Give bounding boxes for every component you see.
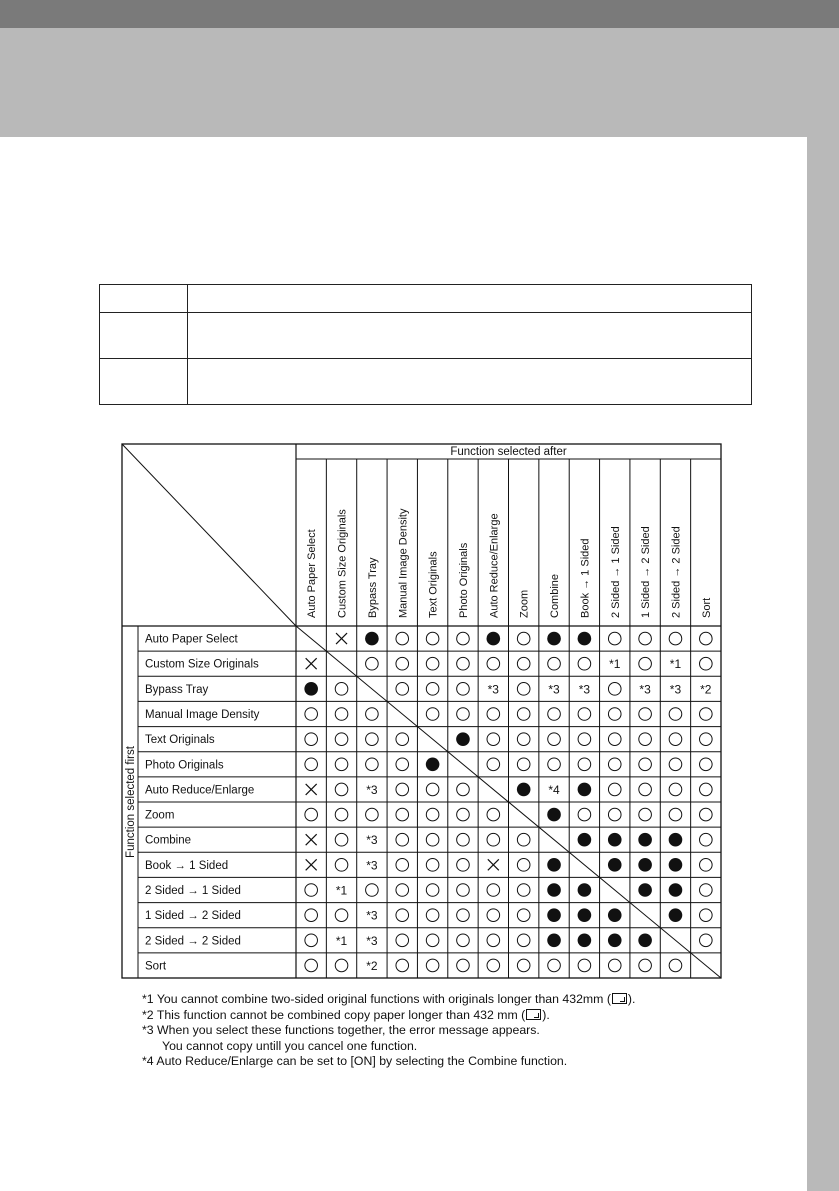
open-circle-mark xyxy=(396,884,409,897)
open-circle-mark xyxy=(457,884,470,897)
footnote-ref-mark: *3 xyxy=(639,682,651,697)
footnote-ref-mark: *3 xyxy=(366,782,378,797)
open-circle-mark xyxy=(608,683,621,696)
open-circle-mark xyxy=(700,783,713,796)
open-circle-mark xyxy=(517,859,530,872)
open-circle-mark xyxy=(366,758,379,771)
open-circle-mark xyxy=(639,783,652,796)
row-header-label: Auto Reduce/Enlarge xyxy=(145,784,255,797)
open-circle-mark xyxy=(396,959,409,972)
open-circle-mark xyxy=(396,783,409,796)
filled-circle-mark xyxy=(578,833,592,847)
open-circle-mark xyxy=(517,708,530,721)
footnote-ref-mark: *3 xyxy=(366,933,378,948)
row-header-label: Zoom xyxy=(145,809,175,822)
column-header-label: Book → 1 Sided xyxy=(579,538,592,618)
open-circle-mark xyxy=(305,808,318,821)
open-circle-mark xyxy=(396,833,409,846)
open-circle-mark xyxy=(548,959,561,972)
open-circle-mark xyxy=(487,959,500,972)
row-header-label: Book → 1 Sided xyxy=(145,859,229,872)
open-circle-mark xyxy=(700,657,713,670)
column-header-label: Sort xyxy=(700,597,713,618)
open-circle-mark xyxy=(578,657,591,670)
filled-circle-mark xyxy=(547,858,561,872)
open-circle-mark xyxy=(426,683,439,696)
filled-circle-mark xyxy=(638,933,652,947)
open-circle-mark xyxy=(305,909,318,922)
open-circle-mark xyxy=(457,657,470,670)
open-circle-mark xyxy=(335,683,348,696)
footnote-ref-mark: *2 xyxy=(700,682,712,697)
footnote-ref-mark: *3 xyxy=(548,682,560,697)
open-circle-mark xyxy=(426,783,439,796)
column-header-label: 2 Sided → 2 Sided xyxy=(670,526,683,618)
open-circle-mark xyxy=(426,959,439,972)
open-circle-mark xyxy=(335,808,348,821)
open-circle-mark xyxy=(426,808,439,821)
filled-circle-mark xyxy=(669,858,683,872)
filled-circle-mark xyxy=(578,632,592,646)
filled-circle-mark xyxy=(578,883,592,897)
row-header-label: Auto Paper Select xyxy=(145,633,238,646)
open-circle-mark xyxy=(426,833,439,846)
open-circle-mark xyxy=(608,959,621,972)
open-circle-mark xyxy=(487,708,500,721)
open-circle-mark xyxy=(426,632,439,645)
open-circle-mark xyxy=(305,733,318,746)
footnote-ref-mark: *3 xyxy=(578,682,591,697)
row-header-label: 2 Sided → 2 Sided xyxy=(145,935,241,948)
open-circle-mark xyxy=(548,657,561,670)
filled-circle-mark xyxy=(638,858,652,872)
open-circle-mark xyxy=(639,708,652,721)
open-circle-mark xyxy=(426,884,439,897)
open-circle-mark xyxy=(700,758,713,771)
open-circle-mark xyxy=(305,934,318,947)
matrix-labels xyxy=(125,446,713,972)
column-header-label: Custom Size Originals xyxy=(336,509,349,618)
filled-circle-mark xyxy=(487,632,501,646)
open-circle-mark xyxy=(305,884,318,897)
open-circle-mark xyxy=(487,884,500,897)
open-circle-mark xyxy=(700,884,713,897)
open-circle-mark xyxy=(366,708,379,721)
open-circle-mark xyxy=(487,657,500,670)
open-circle-mark xyxy=(335,708,348,721)
open-circle-mark xyxy=(457,632,470,645)
footnote-ref-mark: *3 xyxy=(669,682,682,697)
open-circle-mark xyxy=(669,632,682,645)
open-circle-mark xyxy=(669,733,682,746)
open-circle-mark xyxy=(608,632,621,645)
footnote-ref-mark: *3 xyxy=(366,833,378,848)
filled-circle-mark xyxy=(547,883,561,897)
filled-circle-mark xyxy=(304,682,318,696)
open-circle-mark xyxy=(578,708,591,721)
open-circle-mark xyxy=(517,909,530,922)
cross-mark xyxy=(306,834,317,845)
open-circle-mark xyxy=(335,959,348,972)
open-circle-mark xyxy=(396,758,409,771)
open-circle-mark xyxy=(548,733,561,746)
open-circle-mark xyxy=(366,884,379,897)
paper-orientation-icon xyxy=(526,1009,541,1020)
cross-mark xyxy=(488,859,499,870)
open-circle-mark xyxy=(487,934,500,947)
open-circle-mark xyxy=(517,884,530,897)
open-circle-mark xyxy=(426,909,439,922)
cross-mark xyxy=(306,859,317,870)
filled-circle-mark xyxy=(608,833,622,847)
open-circle-mark xyxy=(396,657,409,670)
open-circle-mark xyxy=(396,632,409,645)
footnote-ref-mark: *1 xyxy=(335,933,348,948)
column-header-label: 2 Sided → 1 Sided xyxy=(609,526,622,618)
open-circle-mark xyxy=(396,683,409,696)
open-circle-mark xyxy=(487,909,500,922)
row-header-label: Custom Size Originals xyxy=(145,658,259,671)
open-circle-mark xyxy=(366,657,379,670)
row-header-label: Combine xyxy=(145,834,192,847)
footnote-ref-mark: *1 xyxy=(669,657,682,672)
open-circle-mark xyxy=(639,758,652,771)
filled-circle-mark xyxy=(638,833,652,847)
open-circle-mark xyxy=(669,808,682,821)
column-header-label: Bypass Tray xyxy=(366,557,379,618)
column-header-label: Text Originals xyxy=(427,551,440,618)
open-circle-mark xyxy=(700,733,713,746)
open-circle-mark xyxy=(305,758,318,771)
footnote-3-continued: You cannot copy untill you cancel one function. xyxy=(162,1038,418,1053)
open-circle-mark xyxy=(608,733,621,746)
open-circle-mark xyxy=(517,733,530,746)
row-header-label: Text Originals xyxy=(145,734,215,747)
filled-circle-mark xyxy=(578,933,592,947)
column-header-label: Combine xyxy=(549,573,562,618)
column-header-label: Auto Paper Select xyxy=(306,529,319,618)
open-circle-mark xyxy=(426,708,439,721)
footnotes xyxy=(142,992,762,1070)
footnote-ref-mark: *3 xyxy=(366,908,378,923)
open-circle-mark xyxy=(335,733,348,746)
open-circle-mark xyxy=(366,733,379,746)
open-circle-mark xyxy=(639,733,652,746)
footnote-ref-mark: *1 xyxy=(335,883,348,898)
paper-orientation-icon xyxy=(612,993,627,1004)
footnote-1: *1 You cannot combine two-sided original functions with originals longer than 432mm ( ). xyxy=(142,992,636,1006)
open-circle-mark xyxy=(608,808,621,821)
open-circle-mark xyxy=(457,808,470,821)
open-circle-mark xyxy=(335,833,348,846)
open-circle-mark xyxy=(608,783,621,796)
open-circle-mark xyxy=(578,733,591,746)
open-circle-mark xyxy=(487,833,500,846)
column-header-label: 1 Sided → 2 Sided xyxy=(640,526,653,618)
cross-mark xyxy=(306,658,317,669)
side-label-function-selected-first: Function selected first xyxy=(125,746,137,858)
open-circle-mark xyxy=(457,708,470,721)
filled-circle-mark xyxy=(669,833,683,847)
column-header-label: Auto Reduce/Enlarge xyxy=(488,513,501,618)
open-circle-mark xyxy=(396,909,409,922)
footnote-ref-mark: *3 xyxy=(487,682,499,697)
filled-circle-mark xyxy=(578,908,592,922)
open-circle-mark xyxy=(396,808,409,821)
filled-circle-mark xyxy=(669,883,683,897)
open-circle-mark xyxy=(335,859,348,872)
filled-circle-mark xyxy=(456,732,470,746)
row-header-label: Manual Image Density xyxy=(145,709,260,721)
filled-circle-mark xyxy=(547,632,561,646)
open-circle-mark xyxy=(517,758,530,771)
footnote-4: *4 Auto Reduce/Enlarge can be set to [ON] by selecting the Combine function. xyxy=(142,1054,568,1068)
open-circle-mark xyxy=(608,758,621,771)
filled-circle-mark xyxy=(547,933,561,947)
open-circle-mark xyxy=(639,632,652,645)
open-circle-mark xyxy=(335,758,348,771)
column-header-label: Photo Originals xyxy=(457,542,470,618)
open-circle-mark xyxy=(700,909,713,922)
open-circle-mark xyxy=(548,758,561,771)
open-circle-mark xyxy=(639,959,652,972)
open-circle-mark xyxy=(396,733,409,746)
open-circle-mark xyxy=(578,758,591,771)
open-circle-mark xyxy=(608,708,621,721)
row-header-label: Sort xyxy=(145,960,167,973)
open-circle-mark xyxy=(517,683,530,696)
open-circle-mark xyxy=(457,959,470,972)
open-circle-mark xyxy=(305,959,318,972)
filled-circle-mark xyxy=(578,783,592,797)
header-function-selected-after: Function selected after xyxy=(450,446,567,458)
footnote-2: *2 This function cannot be combined copy paper longer than 432 mm ( ). xyxy=(142,1007,550,1022)
open-circle-mark xyxy=(700,833,713,846)
open-circle-mark xyxy=(457,859,470,872)
filled-circle-mark xyxy=(426,757,440,771)
filled-circle-mark xyxy=(547,908,561,922)
open-circle-mark xyxy=(639,657,652,670)
filled-circle-mark xyxy=(365,632,379,646)
open-circle-mark xyxy=(700,934,713,947)
open-circle-mark xyxy=(517,632,530,645)
open-circle-mark xyxy=(700,632,713,645)
open-circle-mark xyxy=(457,783,470,796)
footnote-ref-mark: *2 xyxy=(366,958,378,973)
open-circle-mark xyxy=(669,959,682,972)
open-circle-mark xyxy=(366,808,379,821)
open-circle-mark xyxy=(487,758,500,771)
open-circle-mark xyxy=(305,708,318,721)
open-circle-mark xyxy=(335,783,348,796)
open-circle-mark xyxy=(700,808,713,821)
cross-mark xyxy=(306,784,317,795)
filled-circle-mark xyxy=(608,933,622,947)
open-circle-mark xyxy=(700,859,713,872)
footnote-ref-mark: *1 xyxy=(609,657,621,672)
filled-circle-mark xyxy=(608,858,622,872)
footnote-ref-mark: *4 xyxy=(548,782,560,797)
cross-mark xyxy=(336,633,347,644)
open-circle-mark xyxy=(426,657,439,670)
open-circle-mark xyxy=(335,909,348,922)
open-circle-mark xyxy=(426,934,439,947)
open-circle-mark xyxy=(517,934,530,947)
column-header-label: Zoom xyxy=(518,589,531,618)
open-circle-mark xyxy=(487,733,500,746)
open-circle-mark xyxy=(457,934,470,947)
open-circle-mark xyxy=(548,708,561,721)
open-circle-mark xyxy=(669,758,682,771)
open-circle-mark xyxy=(396,934,409,947)
open-circle-mark xyxy=(396,859,409,872)
footnote-3: *3 When you select these functions together, the error message appears. xyxy=(142,1023,540,1037)
open-circle-mark xyxy=(426,859,439,872)
filled-circle-mark xyxy=(547,808,561,822)
open-circle-mark xyxy=(517,657,530,670)
filled-circle-mark xyxy=(517,783,531,797)
open-circle-mark xyxy=(487,808,500,821)
filled-circle-mark xyxy=(608,908,622,922)
open-circle-mark xyxy=(639,808,652,821)
open-circle-mark xyxy=(700,708,713,721)
corner-diagonal xyxy=(122,444,296,626)
open-circle-mark xyxy=(457,909,470,922)
footnote-ref-mark: *3 xyxy=(366,858,378,873)
open-circle-mark xyxy=(669,783,682,796)
row-header-label: Bypass Tray xyxy=(145,683,209,696)
open-circle-mark xyxy=(578,808,591,821)
open-circle-mark xyxy=(578,959,591,972)
filled-circle-mark xyxy=(638,883,652,897)
open-circle-mark xyxy=(457,683,470,696)
open-circle-mark xyxy=(517,833,530,846)
open-circle-mark xyxy=(457,833,470,846)
open-circle-mark xyxy=(669,708,682,721)
row-header-label: 2 Sided → 1 Sided xyxy=(145,885,241,897)
row-header-label: 1 Sided → 2 Sided xyxy=(145,910,241,923)
column-header-label: Manual Image Density xyxy=(397,508,410,618)
open-circle-mark xyxy=(517,959,530,972)
filled-circle-mark xyxy=(669,908,683,922)
row-header-label: Photo Originals xyxy=(145,759,224,772)
